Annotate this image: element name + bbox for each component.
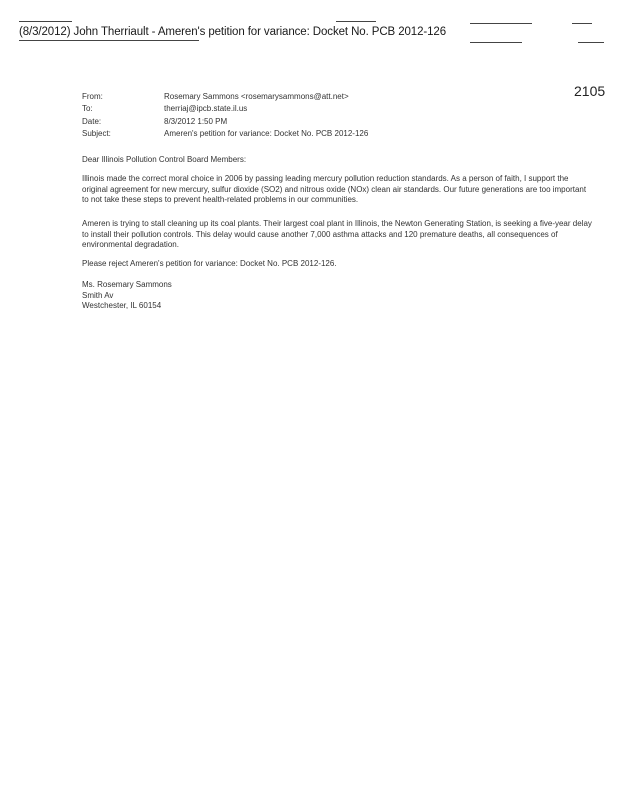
subject-value: Ameren's petition for variance: Docket No. PCB 2012-126 <box>164 129 369 139</box>
paragraph-2: Ameren is trying to stall cleaning up its coal plants. Their largest coal plant in Illinois, the Newton Generating Station, is seeking a five-year delay to install their pollution controls. This delay would cause another 7,000 asthma attacks and 120 premature deaths, all consequences of environmental degradation. <box>82 219 592 249</box>
paragraph-1-block <box>82 174 594 206</box>
salutation-block <box>82 155 594 166</box>
salutation: Dear Illinois Pollution Control Board Members: <box>82 155 247 164</box>
header-underline-left <box>19 40 199 41</box>
meta-date <box>82 115 368 128</box>
header-underline-right <box>470 42 522 43</box>
signature-block <box>82 280 594 312</box>
date-label: Date: <box>82 116 102 126</box>
header-rule-left <box>19 21 72 22</box>
meta-to <box>82 103 368 116</box>
paragraph-2-block <box>82 219 594 251</box>
paragraph-3-block <box>82 259 594 270</box>
signature-name: Ms. Rosemary Sammons <box>82 280 172 289</box>
header-rule-far-right <box>572 23 592 24</box>
subject-label: Subject: <box>82 129 111 139</box>
from-value: Rosemary Sammons <rosemarysammons@att.net> <box>164 91 349 101</box>
header-rule-mid <box>336 21 376 22</box>
header-underline-far-right <box>578 42 604 43</box>
from-label: From: <box>82 91 103 101</box>
document-header <box>19 26 446 38</box>
header-rule-right <box>470 23 532 24</box>
page-number: 2105 <box>574 83 606 99</box>
signature-street: Smith Av <box>82 290 114 300</box>
signature-city: Westchester, IL 60154 <box>82 301 162 310</box>
paragraph-3: Please reject Ameren's petition for variance: Docket No. PCB 2012-126. <box>82 259 337 268</box>
meta-subject <box>82 128 368 141</box>
to-label: To: <box>82 104 93 114</box>
to-value: therriaj@ipcb.state.il.us <box>164 104 248 114</box>
header-title: John Therriault - Ameren's petition for variance: Docket No. PCB 2012-126 <box>73 26 447 38</box>
meta-from <box>82 90 368 103</box>
date-value: 8/3/2012 1:50 PM <box>164 116 228 126</box>
paragraph-1: Illinois made the correct moral choice in 2006 by passing leading mercury pollution reduction standards. As a person of faith, I support the original agreement for new mercury, sulfur dioxide (SO2) and nitrous oxide (NOx) clean air standards. Our future generations are too important to not take these steps to prevent health-related problems in our communities. <box>82 174 587 204</box>
header-date: (8/3/2012) <box>19 26 71 38</box>
email-meta <box>82 90 368 140</box>
